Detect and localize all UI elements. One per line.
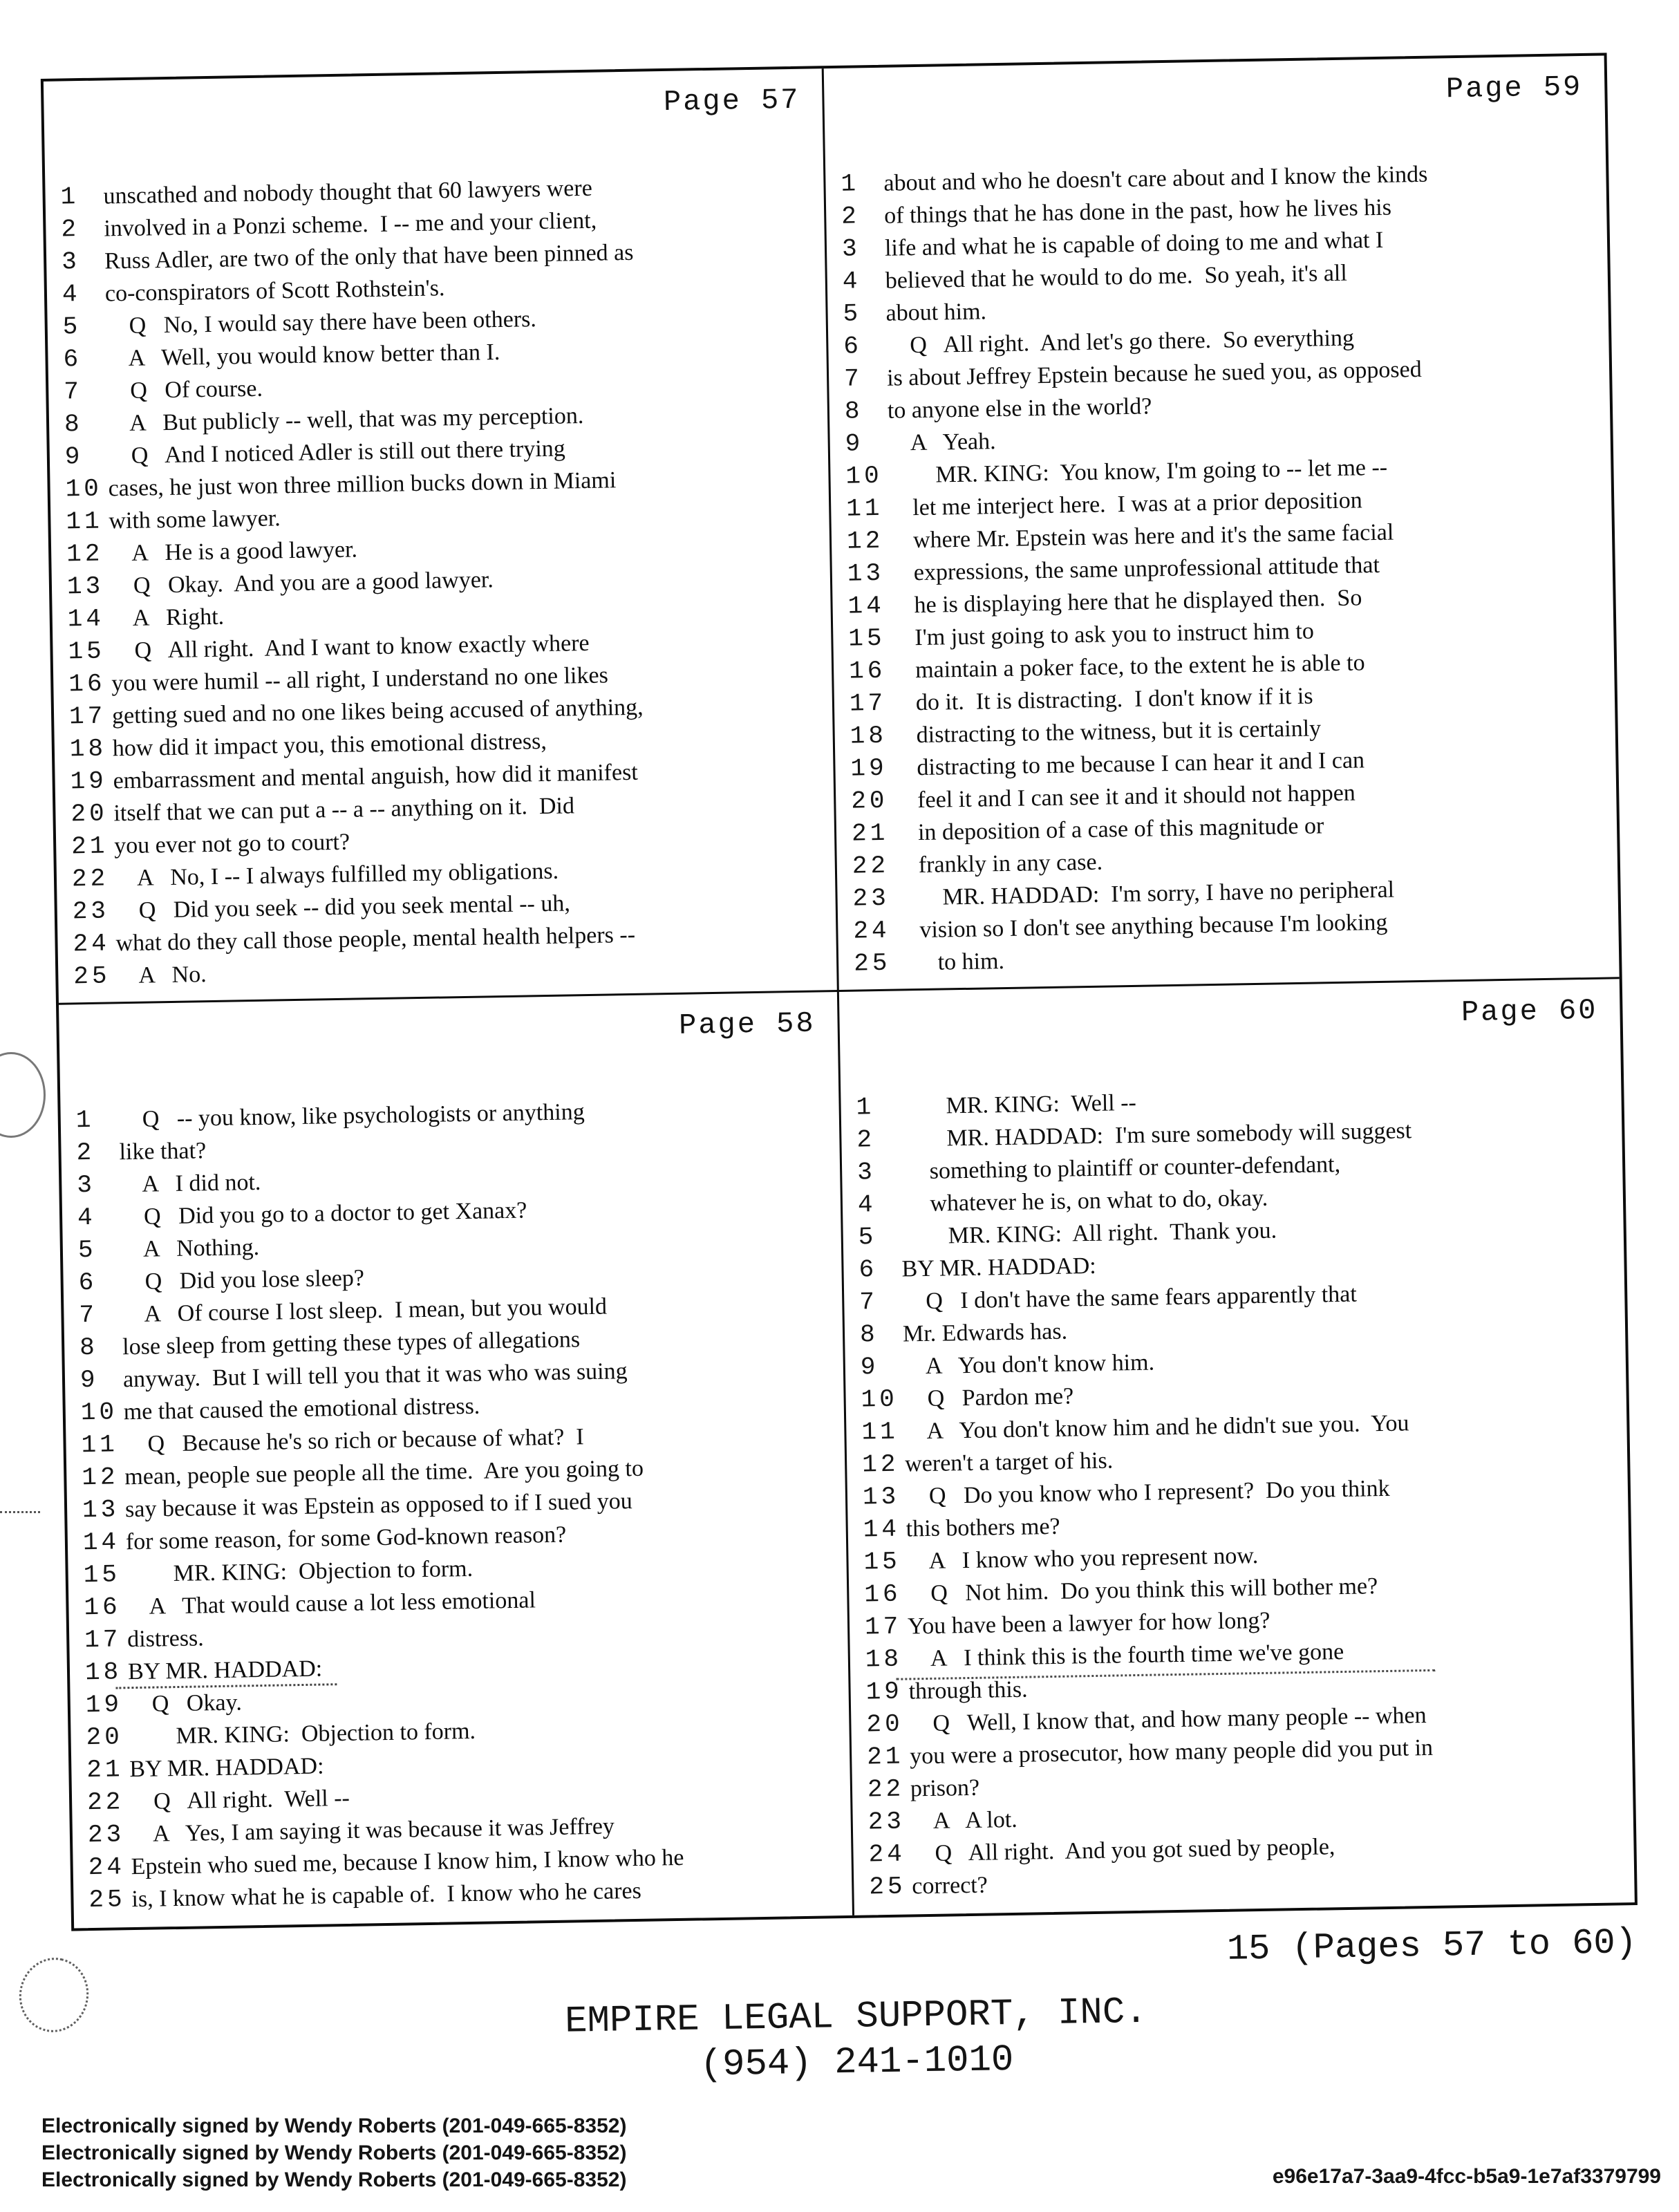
line-text: Q Because he's so rich or because of what? I: [124, 1424, 584, 1458]
line-text: through this.: [908, 1676, 1028, 1705]
line-number: 25: [869, 1872, 906, 1902]
line-text: Q All right. And let's go there. So everything: [886, 325, 1355, 359]
line-number: 19: [85, 1690, 123, 1720]
line-number: 3: [77, 1170, 96, 1200]
line-text: he is displaying here that he displayed then. So: [890, 585, 1362, 619]
line-number: 23: [867, 1807, 906, 1837]
line-text: BY MR. HADDAD:: [129, 1753, 324, 1783]
line-text: with some lawyer.: [109, 505, 281, 534]
line-number: 19: [70, 767, 108, 796]
line-text: Q Did you seek -- did you seek mental -- uh,: [115, 890, 571, 924]
transcript-lines: [60, 169, 818, 993]
line-text: expressions, the same unprofessional attitude that: [890, 552, 1380, 586]
line-number: 10: [65, 474, 103, 504]
line-number: 22: [86, 1788, 124, 1817]
line-text: correct?: [912, 1872, 988, 1900]
line-text: embarrassment and mental anguish, how did it manifest: [113, 759, 639, 794]
line-number: 3: [856, 1158, 876, 1187]
line-text: A Nothing.: [120, 1234, 260, 1263]
line-text: A Of course I lost sleep. I mean, but you would: [122, 1293, 608, 1328]
folio-page-range: 15 (Pages 57 to 60): [1226, 1922, 1638, 1970]
line-text: A No, I -- I always fulfilled my obligations.: [114, 858, 559, 892]
line-number: 10: [861, 1385, 899, 1414]
line-number: 8: [79, 1333, 99, 1362]
line-number: 10: [845, 461, 883, 491]
page-number-heading: Page 60: [1461, 993, 1598, 1030]
line-number: 18: [69, 734, 107, 764]
line-number: 4: [842, 267, 861, 296]
line-text: Q Pardon me?: [903, 1383, 1074, 1412]
line-number: 20: [866, 1709, 903, 1739]
signature-line: Electronically signed by Wendy Roberts (201-049-665-8352): [41, 2168, 627, 2191]
line-number: 7: [843, 364, 863, 393]
line-number: 14: [863, 1515, 901, 1544]
line-number: 6: [63, 345, 82, 374]
signature-line: Electronically signed by Wendy Roberts (201-049-665-8352): [41, 2141, 627, 2164]
line-number: 9: [79, 1365, 99, 1395]
line-number: 15: [848, 624, 885, 653]
line-text: Q Well, I know that, and how many people -- when: [909, 1703, 1427, 1737]
line-number: 3: [841, 234, 861, 263]
line-number: 18: [850, 721, 888, 751]
line-text: Q All right. Well --: [129, 1785, 350, 1815]
line-text: is about Jeffrey Epstein because he sued you, as opposed: [886, 356, 1422, 391]
line-text: A A lot.: [910, 1806, 1018, 1835]
line-number: 5: [843, 299, 862, 328]
line-text: you were a prosecutor, how many people did you put in: [909, 1734, 1434, 1770]
line-number: 4: [857, 1190, 876, 1219]
line-number: 22: [867, 1774, 905, 1804]
line-number: 16: [848, 656, 886, 686]
transcript-lines: [75, 1091, 834, 1916]
line-number: 13: [847, 559, 885, 588]
page-number-heading: Page 58: [678, 1006, 816, 1042]
line-number: 10: [80, 1398, 118, 1427]
line-text: MR. KING: You know, I'm going to -- let me --: [888, 454, 1388, 489]
document-id: e96e17a7-3aa9-4fcc-b5a9-1e7af3379799: [1272, 2165, 1661, 2188]
line-text: me that caused the emotional distress.: [123, 1393, 480, 1425]
line-text: let me interject here. I was at a prior deposition: [888, 487, 1362, 521]
transcript-lines: [856, 1079, 1616, 1904]
line-number: 16: [68, 669, 106, 699]
line-number: 19: [850, 753, 888, 783]
signature-line: Electronically signed by Wendy Roberts (201-049-665-8352): [41, 2115, 627, 2137]
line-text: Q -- you know, like psychologists or anything: [118, 1099, 585, 1133]
scanned-transcript-sheet: [41, 53, 1640, 2095]
line-number: 13: [66, 572, 104, 601]
line-number: 1: [841, 169, 860, 198]
transcript-page-60: [839, 979, 1635, 1915]
line-text: Mr. Edwards has.: [902, 1318, 1068, 1347]
line-text: A I think this is the fourth time we've gone: [908, 1639, 1344, 1672]
line-text: what do they call those people, mental health helpers --: [115, 921, 636, 957]
line-number: 20: [850, 786, 888, 816]
line-text: A Right.: [110, 603, 225, 632]
line-number: 23: [852, 883, 890, 913]
line-text: is, I know what he is capable of. I know who he cares: [131, 1877, 642, 1913]
line-text: vision so I don't see anything because I'm looking: [896, 909, 1388, 944]
line-number: 20: [71, 799, 109, 829]
line-number: 3: [61, 247, 81, 276]
line-text: MR. HADDAD: I'm sure somebody will suggest: [899, 1118, 1412, 1152]
line-text: for some reason, for some God-known reason?: [125, 1521, 567, 1555]
line-text: Q Did you lose sleep?: [121, 1265, 365, 1295]
line-text: you ever not go to court?: [113, 829, 350, 859]
line-text: to anyone else in the world?: [887, 393, 1152, 424]
line-text: getting sued and no one likes being accused of anything,: [111, 694, 644, 729]
line-text: to him.: [896, 948, 1005, 976]
line-number: 17: [864, 1612, 902, 1642]
line-text: whatever he is, on what to do, okay.: [900, 1185, 1268, 1217]
line-text: Q Okay.: [128, 1689, 243, 1718]
line-number: 1: [856, 1093, 875, 1122]
line-text: frankly in any case.: [894, 849, 1103, 879]
line-text: A You don't know him.: [903, 1349, 1155, 1380]
scan-artifact-dashes: [0, 1511, 40, 1513]
line-number: 22: [852, 851, 890, 881]
transcript-page-58: [59, 992, 854, 1929]
court-reporter-company: EMPIRE LEGAL SUPPORT, INC.: [564, 1991, 1148, 2043]
line-text: of things that he has done in the past, how he lives his: [883, 194, 1392, 229]
line-text: A I did not.: [120, 1169, 261, 1198]
line-number: 5: [77, 1235, 97, 1265]
line-number: 6: [859, 1255, 878, 1284]
line-number: 18: [865, 1644, 903, 1674]
line-text: like that?: [119, 1138, 207, 1165]
line-number: 6: [78, 1268, 97, 1297]
line-number: 11: [845, 494, 883, 523]
line-text: Q All right. And you got sued by people,: [911, 1834, 1335, 1867]
line-text: how did it impact you, this emotional distress,: [112, 728, 547, 762]
line-text: itself that we can put a -- a -- anything on it. Did: [113, 793, 575, 827]
line-number: 19: [865, 1677, 903, 1707]
line-text: A Yeah.: [888, 429, 996, 456]
line-text: I'm just going to ask you to instruct him to: [891, 618, 1315, 651]
line-text: life and what he is capable of doing to me and what I: [884, 227, 1384, 261]
line-number: 12: [846, 526, 884, 556]
electronic-signature-block: [41, 2112, 626, 2193]
line-number: 12: [82, 1463, 119, 1492]
line-number: 13: [862, 1482, 900, 1512]
line-number: 4: [77, 1203, 97, 1232]
line-number: 25: [73, 962, 111, 991]
scan-artifact-paren: [0, 174, 32, 239]
line-text: A I know who you represent now.: [906, 1543, 1259, 1575]
line-text: A But publicly -- well, that was my perception.: [106, 402, 584, 437]
line-number: 21: [71, 832, 109, 861]
transcript-lines: [841, 156, 1601, 980]
line-text: in deposition of a case of this magnitude or: [894, 813, 1324, 846]
line-text: co-conspirators of Scott Rothstein's.: [104, 275, 445, 307]
line-number: 1: [60, 182, 79, 212]
line-number: 7: [859, 1288, 879, 1317]
line-text: MR. HADDAD: I'm sorry, I have no peripheral: [895, 877, 1395, 911]
line-text: MR. KING: Objection to form.: [129, 1718, 476, 1750]
line-number: 20: [86, 1723, 124, 1752]
line-number: 22: [71, 864, 109, 894]
line-text: prison?: [910, 1774, 980, 1802]
line-number: 8: [64, 410, 84, 439]
line-number: 1: [75, 1105, 95, 1135]
line-text: unscathed and nobody thought that 60 lawyers were: [103, 175, 593, 209]
line-number: 15: [83, 1560, 121, 1590]
line-text: distracting to the witness, but it is certainly: [892, 715, 1322, 749]
line-number: 21: [86, 1755, 124, 1785]
line-text: Q Do you know who I represent? Do you think: [905, 1475, 1390, 1510]
line-number: 13: [82, 1495, 120, 1525]
line-number: 24: [73, 929, 111, 959]
line-text: about him.: [885, 299, 987, 326]
line-number: 11: [861, 1417, 899, 1447]
line-number: 25: [88, 1885, 126, 1915]
line-number: 24: [853, 916, 890, 946]
line-text: Q Okay. And you are a good lawyer.: [109, 567, 494, 599]
line-number: 2: [61, 215, 80, 244]
line-number: 15: [68, 637, 106, 666]
line-text: A You don't know him and he didn't sue you. You: [904, 1410, 1409, 1445]
line-number: 7: [63, 377, 83, 406]
line-text: about and who he doesn't care about and I know the kinds: [883, 161, 1428, 196]
line-text: distress.: [126, 1625, 205, 1653]
page-number-heading: Page 59: [1445, 70, 1583, 106]
line-number: 14: [847, 591, 885, 621]
line-number: 21: [851, 818, 889, 848]
line-number: 12: [66, 539, 104, 569]
line-text: anyway. But I will tell you that it was who was suing: [122, 1358, 628, 1393]
line-number: 21: [866, 1742, 904, 1772]
line-text: Q And I noticed Adler is still out there trying: [107, 435, 566, 469]
line-number: 5: [858, 1223, 877, 1252]
line-text: Russ Adler, are two of the only that have been pinned as: [104, 239, 634, 274]
line-number: 5: [62, 312, 82, 341]
line-number: 6: [843, 332, 863, 361]
line-number: 24: [868, 1839, 906, 1869]
line-text: A He is a good lawyer.: [109, 536, 358, 567]
line-text: A Yes, I am saying it was because it was Jeffrey: [130, 1813, 615, 1848]
line-text: something to plaintiff or counter-defendant,: [899, 1151, 1341, 1185]
line-number: 12: [861, 1450, 899, 1479]
line-text: Q All right. And I want to know exactly where: [111, 630, 590, 664]
line-number: 4: [62, 280, 81, 309]
line-text: feel it and I can see it and it should not happen: [893, 780, 1356, 814]
line-number: 17: [849, 688, 887, 718]
line-number: 24: [88, 1853, 126, 1882]
line-text: say because it was Epstein as opposed to if I sued you: [124, 1488, 633, 1523]
line-number: 23: [87, 1820, 125, 1850]
scan-artifact-circle: [0, 1052, 46, 1138]
line-text: A Well, you would know better than I.: [106, 339, 500, 372]
transcript-grid: [41, 53, 1638, 1931]
transcript-page-57: [44, 68, 839, 1005]
line-text: this bothers me?: [906, 1513, 1060, 1542]
line-number: 11: [66, 507, 103, 536]
transcript-page-59: [824, 55, 1620, 992]
line-number: 23: [72, 897, 110, 926]
line-number: 2: [76, 1138, 95, 1168]
line-text: You have been a lawyer for how long?: [907, 1607, 1270, 1640]
line-number: 2: [856, 1125, 876, 1154]
line-text: A No.: [116, 962, 207, 989]
line-number: 17: [68, 702, 106, 731]
line-text: BY MR. HADDAD:: [127, 1656, 323, 1685]
line-text: cases, he just won three million bucks down in Miami: [108, 467, 617, 502]
line-text: involved in a Ponzi scheme. I -- me and your client,: [104, 207, 597, 242]
line-text: lose sleep from getting these types of allegations: [122, 1327, 581, 1360]
line-text: believed that he would to do me. So yeah, it's all: [885, 260, 1348, 294]
line-text: BY MR. HADDAD:: [901, 1253, 1096, 1282]
line-number: 14: [67, 604, 105, 634]
line-number: 16: [84, 1593, 122, 1622]
page-number-heading: Page 57: [663, 83, 800, 120]
line-text: MR. KING: Well --: [899, 1089, 1137, 1120]
line-text: mean, people sue people all the time. Are you going to: [124, 1455, 644, 1490]
line-text: you were humil -- all right, I understand no one likes: [111, 662, 609, 697]
line-number: 16: [863, 1580, 901, 1609]
line-number: 8: [859, 1320, 879, 1349]
line-text: where Mr. Epstein was here and it's the same facial: [889, 519, 1394, 554]
line-text: weren't a target of his.: [904, 1447, 1114, 1477]
line-number: 9: [845, 429, 864, 458]
line-number: 17: [84, 1625, 122, 1655]
line-text: A That would cause a lot less emotional: [126, 1587, 536, 1620]
line-text: MR. KING: Objection to form.: [126, 1555, 473, 1588]
line-number: 25: [853, 948, 891, 978]
line-text: Epstein who sued me, because I know him, I know who he: [131, 1844, 684, 1880]
line-number: 9: [64, 442, 84, 471]
line-text: distracting to me because I can hear it and I can: [893, 747, 1365, 781]
line-text: Q I don't have the same fears apparently that: [901, 1281, 1358, 1315]
line-number: 7: [79, 1300, 98, 1330]
line-number: 15: [863, 1547, 901, 1577]
line-number: 2: [841, 202, 861, 231]
line-text: MR. KING: All right. Thank you.: [901, 1217, 1277, 1250]
line-text: Q Not him. Do you think this will bother me?: [907, 1573, 1378, 1607]
line-number: 11: [81, 1430, 119, 1460]
court-reporter-phone: (954) 241-1010: [700, 2039, 1014, 2087]
line-number: 8: [844, 397, 863, 426]
line-text: Q Did you go to a doctor to get Xanax?: [120, 1197, 527, 1230]
line-number: 18: [84, 1658, 122, 1687]
line-text: do it. It is distracting. I don't know if it is: [892, 683, 1313, 716]
line-text: Q Of course.: [106, 375, 263, 404]
line-text: Q No, I would say there have been others.: [105, 306, 537, 339]
line-number: 14: [82, 1528, 120, 1557]
line-text: maintain a poker face, to the extent he is able to: [891, 650, 1365, 684]
line-number: 9: [860, 1353, 879, 1382]
